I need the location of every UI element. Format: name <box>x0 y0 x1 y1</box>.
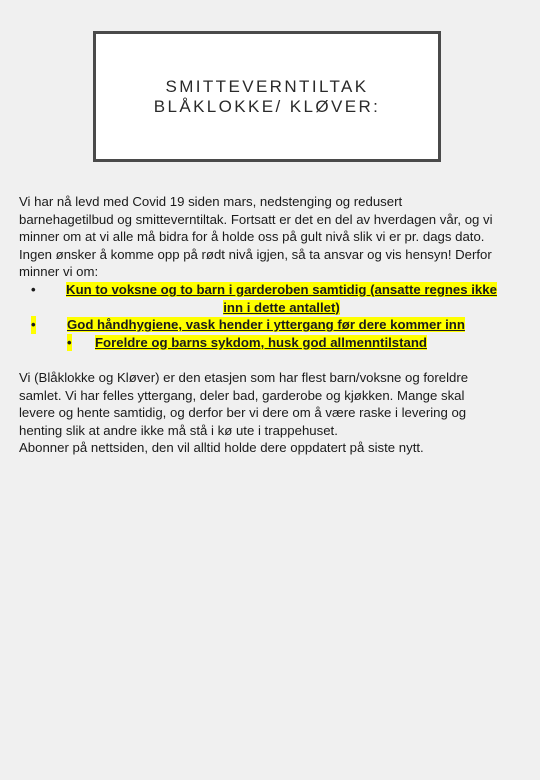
spacer <box>19 351 499 369</box>
bullet-text: God håndhygiene, vask hender i yttergang før dere kommer inn <box>67 317 465 333</box>
bullet-text: Foreldre og barns sykdom, husk god allmenntilstand <box>95 334 427 350</box>
bullet-icon: • <box>31 317 36 333</box>
body-paragraph: Vi (Blåklokke og Kløver) er den etasjen som har flest barn/voksne og foreldre samlet. Vi har felles yttergang, deler bad, garderobe og kjøkken. Mange skal levere og hente samtidig, og derfor ber vi dere om å være raske i levering og henting slik at andre ikke må stå i kø ute i trappehuset. <box>19 369 469 438</box>
title-box <box>93 31 441 162</box>
intro-paragraph: Vi har nå levd med Covid 19 siden mars, nedstenging og redusert barnehagetilbud og smitteverntiltak. Fortsatt er det en del av hverdagen vår, og vi minner om at vi alle må bidra for å holde oss på gult nivå slik vi er pr. dags dato. Ingen ønsker å komme opp på rødt nivå igjen, så ta ansvar og vis hensyn! Derfor minner vi om: <box>19 194 493 280</box>
title-line-1: SMITTEVERNTILTAK <box>165 76 369 96</box>
bullet-text: Kun to voksne og to barn i garderoben samtidig (ansatte regnes ikke inn i dette antallet) <box>66 281 497 315</box>
bullet-list <box>19 281 499 351</box>
closing-paragraph: Abonner på nettsiden, den vil alltid holde dere oppdatert på siste nytt. <box>19 440 424 456</box>
title-line-2: BLÅKLOKKE/ KLØVER: <box>153 96 381 116</box>
list-item <box>19 334 499 352</box>
list-item <box>19 316 499 334</box>
bullet-icon: • <box>31 281 36 297</box>
document-body <box>19 193 499 457</box>
list-item <box>19 281 499 316</box>
bullet-icon: • <box>67 334 72 350</box>
